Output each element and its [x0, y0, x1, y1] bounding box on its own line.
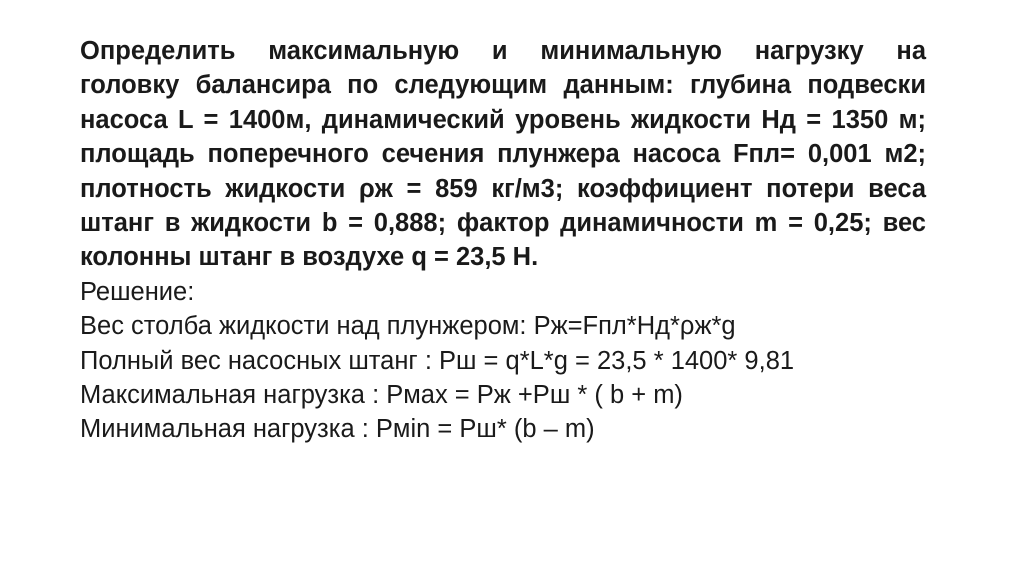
- problem-line: площадь поперечного сечения плунжера насоса Fпл= 0,001 м2;: [80, 140, 926, 169]
- solution-line: Вес столба жидкости над плунжером: Рж=Fпл*Нд*ρж*g: [80, 312, 736, 341]
- problem-line: колонны штанг в воздухе q = 23,5 Н.: [80, 243, 539, 272]
- solution-line: Максимальная нагрузка : Рмах = Рж +Рш * ( b + m): [80, 381, 683, 410]
- solution-line: Минимальная нагрузка : Рмin = Рш* (b – m): [80, 415, 595, 444]
- problem-line: штанг в жидкости b = 0,888; фактор динамичности m = 0,25; вес: [80, 209, 926, 238]
- slide-content: [80, 34, 926, 447]
- problem-line: насоса L = 1400м, динамический уровень жидкости Нд = 1350 м;: [80, 105, 926, 134]
- solution-line: Полный вес насосных штанг : Рш = q*L*g = 23,5 * 1400* 9,81: [80, 346, 795, 375]
- problem-line: плотность жидкости ρж = 859 кг/м3; коэффициент потери веса: [80, 174, 926, 203]
- problem-line: головку балансира по следующим данным: глубина подвески: [80, 71, 926, 100]
- problem-line: Определить максимальную и минимальную нагрузку на: [80, 37, 926, 65]
- problem-statement: [80, 34, 926, 275]
- solution-block: [80, 275, 926, 447]
- solution-heading: Решение:: [80, 277, 195, 306]
